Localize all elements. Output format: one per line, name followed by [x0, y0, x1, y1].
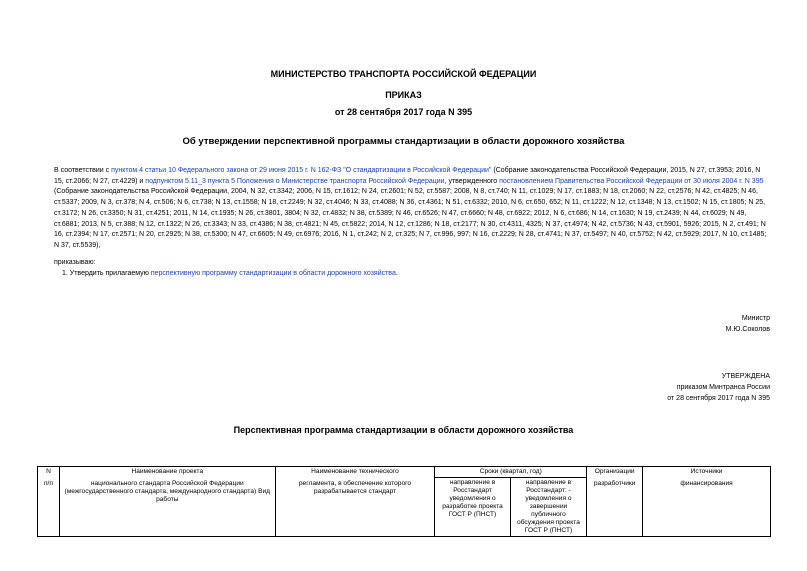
header-sublabel: разработчики: [593, 480, 636, 487]
preamble-text: В соответствии с: [54, 167, 112, 174]
decree-link[interactable]: постановлением Правительства Российской Федерации от 30 июля 2004 г. N 395: [499, 177, 764, 185]
approved-line1: УТВЕРЖДЕНА: [721, 373, 770, 380]
ministry-heading: МИНИСТЕРСТВО ТРАНСПОРТА РОССИЙСКОЙ ФЕДЕРАЦИИ: [270, 69, 537, 79]
order-word: приказываю:: [54, 259, 96, 266]
preamble-text: , утвержденного: [444, 177, 500, 185]
header-sublabel: национального стандарта Российской Федерации (межгосударственного стандарта, международного стандарта) Вид работы: [64, 480, 271, 503]
header-sublabel: финансирования: [680, 480, 733, 487]
col-org-header: [587, 467, 643, 537]
header-sublabel: направление в Росстандарт: - уведомления о завершении публичного обсуждения проекта ГОСТ Р (ПНСТ): [517, 479, 580, 534]
header-sublabel: п/п: [43, 480, 53, 487]
date-number-heading: от 28 сентября 2017 года N 395: [334, 107, 473, 117]
header-sublabel: регламента, в обеспечение которого разрабатывается стандарт: [298, 480, 412, 495]
preamble-text: (Собрание законодательства Российской Федерации, 2015, N 27, ст.3953; 2016, N 15, ст.2066; N 27, ст.4229) и: [54, 167, 761, 185]
approved-line3: от 28 сентября 2017 года N 395: [667, 395, 770, 402]
header-label: Наименование технического: [311, 468, 399, 475]
header-label: Источники: [690, 468, 723, 475]
program-table: [37, 466, 771, 537]
header-sublabel: направление в Росстандарт уведомления о разработке проекта ГОСТ Р (ПНСТ): [435, 478, 510, 536]
col-project-header: [59, 467, 275, 537]
approved-line2: приказом Минтранса России: [676, 384, 770, 391]
col-terms-header: [435, 467, 587, 537]
col-fund-header: [643, 467, 771, 537]
col-number-header: [38, 467, 60, 537]
law-link[interactable]: пунктом 4 статьи 10 Федерального закона от 29 июня 2015 г. N 162-ФЗ "О стандартизации в Российской Федерации": [111, 167, 492, 174]
signer-name: М.Ю.Соколов: [725, 326, 770, 333]
doc-type-heading: ПРИКАЗ: [385, 90, 422, 100]
approval-stamp: [667, 371, 770, 404]
header-label: Сроки (квартал, год): [435, 467, 586, 478]
document-subject: Об утверждении перспективной программы стандартизации в области дорожного хозяйства: [182, 136, 625, 147]
header-label: Наименование проекта: [131, 468, 204, 475]
program-title: Перспективная программа стандартизации в области дорожного хозяйства: [233, 425, 574, 435]
item-text: 1. Утвердить прилагаемую: [62, 270, 151, 277]
table-header-row: [38, 467, 771, 537]
regulation-link[interactable]: подпунктом 5.11_3 пункта 5 Положения о Министерстве транспорта Российской Федерации: [145, 177, 445, 185]
preamble-paragraph: [54, 166, 771, 252]
header-label: N: [46, 468, 51, 475]
header-label: Организации: [594, 468, 635, 475]
signer-position: Министр: [741, 315, 770, 322]
signature-block: [726, 313, 770, 335]
item-text: .: [395, 270, 398, 277]
preamble-text: (Собрание законодательства Российской Федерации, 2004, N 32, ст.3342; 2006, N 15, ст.1612; N 24, ст.2601; N 52, ст.5587; 2008, N 8, ст.740; N 11, ст.1029; N 17, ст.1883; N 18, ст.2060; N 22, ст.2576; N 42, ст.4825; N 46, ст.5337; 2009, N 3, ст.378; N 4, ст.506; N 6, ст.738; N 13, ст.1558; N 18, ст.2249; N 32, ст.4046; N 33, ст.4088; N 36, ст.4361; N 51, ст.6332; 2010, N 6, ст.650, 652; N 11, ст.1222; N 12, ст.1348; N 13, ст.1502; N 15, ст.1805; N 25, ст.3172; N 26, ст.3350; N 31, ст.4251; 2011, N 14, ст.1935; N 26, ст.3801, 3804; N 32, ст.4832; N 38, ст.5389; N 46, ст.6526; N 47, ст.6660; N 48, ст.6922; 2012, N 6, ст.686; N 14, ст.1630; N 19, ст.2439; N 44, ст.6029; N 49, ст.6881; 2013, N 5, ст.388; N 12, ст.1322; N 26, ст.3343; N 33, ст.4386; N 38, ст.4821; N 45, ст.5822; 2014, N 12, ст.1286; N 18, ст.2177; N 30, ст.4311, 4325; N 37, ст.4974; N 42, ст.5736; N 43, ст.5901, 5926; 2015, N 2, ст.491; N 16, ст.2394; N 17, ст.2571; N 20, ст.2925; N 38, ст.5300; N 47, ст.6605; N 49, ст.6976; 2016, N 1, ст.242; N 2, ст.325; N 7, ст.996, 997; N 16, ст.2229; N 28, ст.4741; N 37, ст.5497; N 40, ст.5752; N 42, ст.5929; 2017, N 10, ст.1485; N 37, ст.5539),: [54, 188, 767, 249]
program-link[interactable]: перспективную программу стандартизации в области дорожного хозяйства: [150, 270, 396, 277]
col-regulation-header: [275, 467, 435, 537]
order-item-1: [62, 270, 398, 277]
